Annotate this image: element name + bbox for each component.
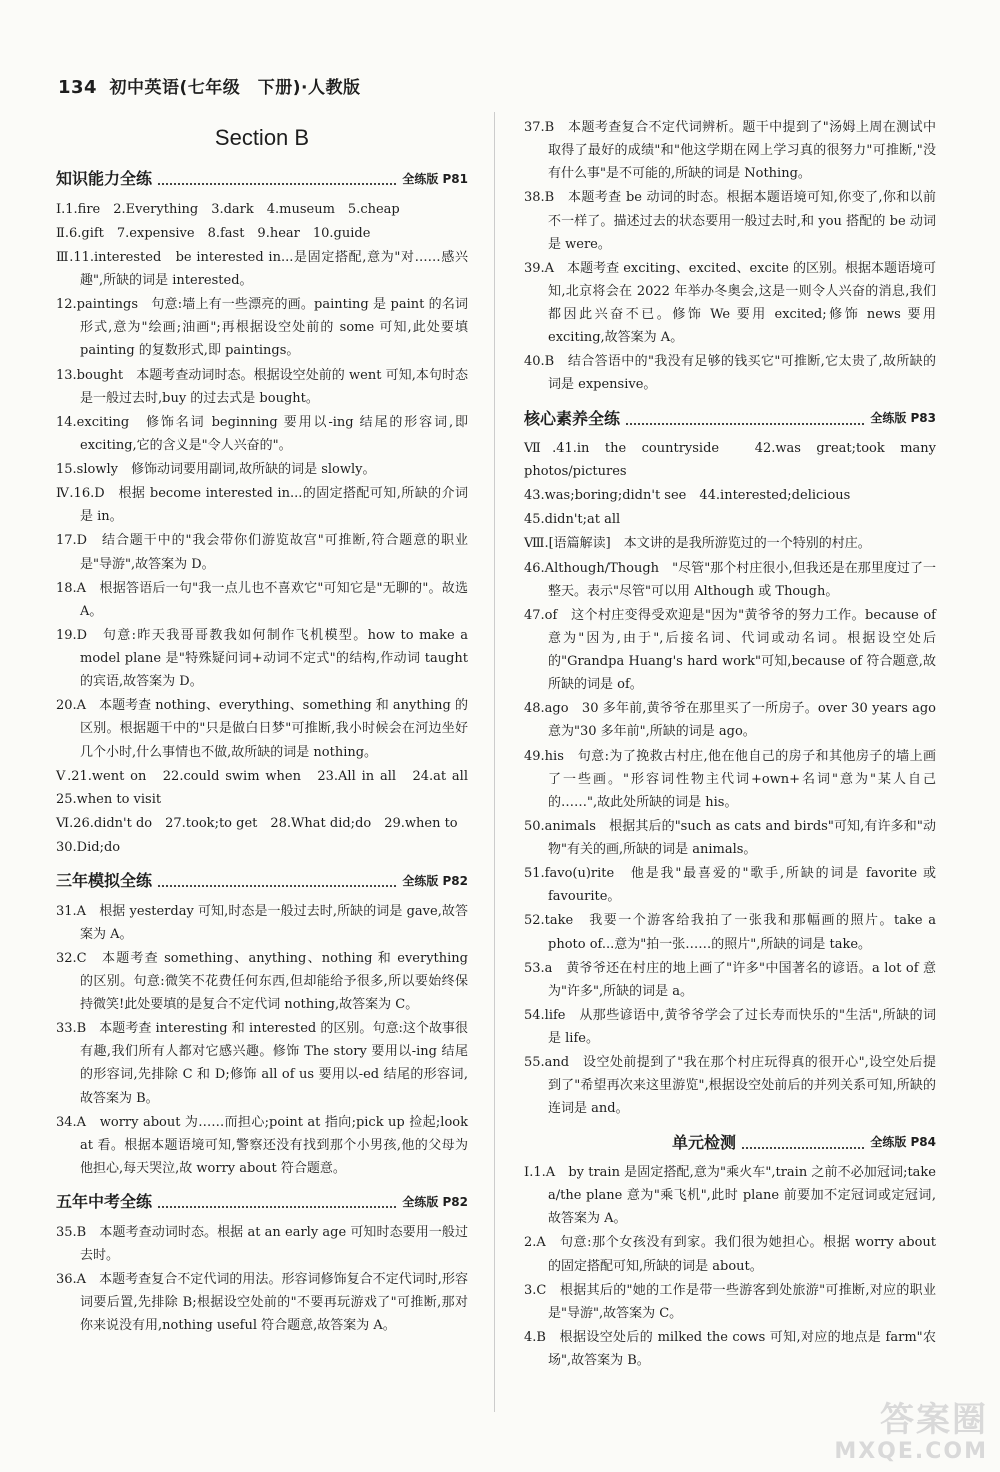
answer-item: 18.A 根据答语后一句"我一点儿也不喜欢它"可知它是"无聊的"。故选 A。 [56, 580, 468, 619]
page-reference: 全练版 P82 [402, 1194, 468, 1209]
page-reference: 全练版 P82 [402, 873, 468, 888]
answer-item: 32.C 本题考查 something、anything、nothing 和 everything 的区别。句意:微笑不花费任何东西,但却能给予很多,所以要始终保持微笑!此处要填的是复合不定代词 nothing,故答案为 C。 [56, 950, 468, 1013]
dotted-leader [626, 413, 864, 425]
answer-item: 46.Although/Though "尽管"那个村庄很小,但我还是在那里度过了一整天。表示"尽管"可以用 Although 或 Though。 [524, 560, 936, 599]
page-reference: 全练版 P83 [870, 411, 936, 426]
column-divider [494, 112, 495, 1412]
answer-item: 55.and 设空处前提到了"我在那个村庄玩得真的很开心",设空处后提到了"希望再次来这里游览",根据设空处前后的并列关系可知,所缺的连词是 and。 [524, 1055, 936, 1117]
answer-item: 12.paintings 句意:墙上有一些漂亮的画。painting 是 paint 的名词形式,意为"绘画;油画";再根据设空处前的 some 可知,此处要填 painting 的复数形式,即 paintings。 [56, 297, 468, 359]
answer-item: Ⅲ.11.interested be interested in...是固定搭配,意为"对……感兴趣",所缺的词是 interested。 [56, 249, 468, 288]
watermark [834, 1402, 988, 1464]
answer-item: 48.ago 30 多年前,黄爷爷在那里买了一所房子。over 30 years ago 意为"30 多年前",所缺的词是 ago。 [524, 701, 936, 740]
answer-item: 39.A 本题考查 exciting、excited、excite 的区别。根据本题语境可知,北京将会在 2022 年举办冬奥会,这是一则令人兴奋的消息,我们都因此兴奋不已。修饰 We 要用 excited;修饰 news 要用 exciting,故答案为 A。 [524, 260, 936, 346]
section-bar [56, 165, 468, 193]
section-heading: 核心素养全练 [524, 408, 621, 428]
answer-item: 19.D 句意:昨天我哥哥教我如何制作飞机模型。how to make a model plane 是"特殊疑问词+动词不定式"的结构,作动词 taught 的宾语,故答案为 D。 [56, 627, 468, 690]
answer-item: 35.B 本题考查动词时态。根据 at an early age 可知时态要用一般过去时。 [56, 1224, 468, 1263]
answer-item: 2.A 句意:那个女孩没有到家。我们很为她担心。根据 worry about 的固定搭配可知,所缺的词是 about。 [524, 1235, 936, 1274]
section-bar [524, 405, 936, 433]
answer-item: Ⅴ.21.went on 22.could swim when 23.All in all 24.at all 25.when to visit [56, 768, 482, 807]
answer-item: 33.B 本题考查 interesting 和 interested 的区别。句意:这个故事很有趣,我们所有人都对它感兴趣。修饰 The story 要用以-ing 结尾的形容词,先排除 C 和 D;修饰 all of us 要用以-ed 结尾的形容词,故答案为 B。 [56, 1021, 468, 1106]
answer-item: 49.his 句意:为了挽救古村庄,他在他自己的房子和其他房子的墙上画了一些画。"形容词性物主代词+own+名词"意为"某人自己的……",故此处所缺的词是 his。 [524, 748, 936, 810]
section-bar [524, 1129, 936, 1157]
answer-item: 14.exciting 修饰名词 beginning 要用以-ing 结尾的形容词,即 exciting,它的含义是"令人兴奋的"。 [56, 414, 468, 453]
page-reference: 全练版 P81 [402, 171, 468, 186]
answer-item: Ⅳ.16.D 根据 become interested in...的固定搭配可知,所缺的介词是 in。 [56, 486, 468, 525]
section-title: Section B [214, 125, 310, 150]
left-column [56, 112, 482, 1338]
section-heading: 三年模拟全练 [56, 871, 153, 891]
right-column [524, 116, 936, 1373]
answer-item: 50.animals 根据其后的"such as cats and birds"可知,有许多和"动物"有关的画,所缺的词是 animals。 [524, 818, 936, 858]
answer-item: 30.Did;do [56, 840, 121, 855]
section-heading: 知识能力全练 [56, 169, 153, 189]
answer-item: 31.A 根据 yesterday 可知,时态是一般过去时,所缺的词是 gave,故答案为 A。 [56, 903, 468, 942]
section-heading: 单元检测 [672, 1132, 737, 1152]
dotted-leader [742, 1137, 864, 1149]
page-header [58, 72, 361, 104]
dotted-leader [158, 1196, 396, 1208]
dotted-leader [158, 173, 396, 185]
answer-item: 54.life 从那些谚语中,黄爷爷学会了过长寿而快乐的"生活",所缺的词是 life。 [524, 1007, 936, 1047]
answer-item: 37.B 本题考查复合不定代词辨析。题干中提到了"汤姆上周在测试中取得了最好的成绩"和"他这学期在网上学习真的很努力"可推断,"没有什么事"是不可能的,所缺的词是 Nothing。 [524, 120, 936, 182]
answer-item: 40.B 结合答语中的"我没有足够的钱买它"可推断,它太贵了,故所缺的词是 expensive。 [524, 354, 936, 393]
answer-item: Ⅵ.26.didn't do 27.took;to get 28.What did;do 29.when to [56, 815, 458, 831]
answer-item: 36.A 本题考查复合不定代词的用法。形容词修饰复合不定代词时,形容词要后置,先排除 B;根据设空处前的"不要再玩游戏了"可推断,那对你来说没有用,nothing useful 符合题意,故答案为 A。 [56, 1271, 468, 1334]
answer-item: 47.of 这个村庄变得受欢迎是"因为"黄爷爷的努力工作。because of 意为"因为,由于",后接名词、代词或动名词。根据设空处后的"Grandpa Huang's hard work"可知,because of 符合题意,故所缺的词是 of。 [524, 607, 936, 693]
answer-item: 4.B 根据设空处后的 milked the cows 可知,对应的地点是 farm"农场",故答案为 B。 [524, 1329, 936, 1369]
page-reference: 全练版 P84 [870, 1135, 936, 1150]
answer-item: 34.A worry about 为……而担心;point at 指向;pick up 捡起;look at 看。根据本题语境可知,警察还没有找到那个小男孩,他的父母为他担心,每天哭泣,故 worry about 符合题意。 [56, 1114, 468, 1176]
answer-item: 38.B 本题考查 be 动词的时态。根据本题语境可知,你变了,你和以前不一样了。描述过去的状态要用一般过去时,和 you 搭配的 be 动词是 were。 [524, 190, 936, 252]
answer-item: Ⅱ.6.gift 7.expensive 8.fast 9.hear 10.guide [56, 225, 371, 241]
watermark-main: 答案圈 [880, 1400, 988, 1441]
page-number: 134 [58, 77, 98, 98]
answer-item: 20.A 本题考查 nothing、everything、something 和 anything 的区别。根据题干中的"只是做白日梦"可推断,我小时候会在河边坐好几个小时,什么事情也不做,故所缺的词是 nothing。 [56, 698, 468, 760]
dotted-leader [158, 875, 396, 887]
section-heading: 五年中考全练 [56, 1192, 153, 1212]
answer-item: 15.slowly 修饰动词要用副词,故所缺的词是 slowly。 [56, 462, 376, 477]
answer-item: 52.take 我要一个游客给我拍了一张我和那幅画的照片。take a photo of...意为"拍一张……的照片",所缺的词是 take。 [524, 913, 936, 952]
answer-item: 3.C 根据其后的"她的工作是带一些游客到处旅游"可推断,对应的职业是"导游",故答案为 C。 [524, 1282, 936, 1321]
section-bar [56, 1188, 468, 1216]
answer-item: 43.was;boring;didn't see 44.interested;delicious [524, 488, 851, 504]
answer-item: 51.favo(u)rite 他是我"最喜爱的"歌手,所缺的词是 favorite 或 favourite。 [524, 866, 936, 905]
watermark-sub: MXQE.COM [834, 1438, 988, 1464]
answer-item: Ⅶ.41.in the countryside 42.was great;took many photos/pictures [524, 440, 936, 480]
answer-item: Ⅰ.1.A by train 是固定搭配,意为"乘火车",train 之前不必加冠词;take a/the plane 意为"乘飞机",此时 plane 前要加不定冠词或定冠词,故答案为 A。 [524, 1165, 936, 1227]
answer-item: Ⅷ.[语篇解读] 本文讲的是我所游览过的一个特别的村庄。 [524, 536, 871, 552]
answer-item: 13.bought 本题考查动词时态。根据设空处前的 went 可知,本句时态是一般过去时,buy 的过去式是 bought。 [56, 367, 468, 406]
book-title: 初中英语(七年级 下册)·人教版 [109, 78, 361, 98]
answer-item: 53.a 黄爷爷还在村庄的地上画了"许多"中国著名的谚语。a lot of 意为"许多",所缺的词是 a。 [524, 960, 936, 999]
section-bar [56, 867, 468, 895]
answer-item: 17.D 结合题干中的"我会带你们游览故宫"可推断,符合题意的职业是"导游",故答案为 D。 [56, 533, 468, 572]
answer-item: 45.didn't;at all [524, 512, 621, 528]
answer-item: Ⅰ.1.fire 2.Everything 3.dark 4.museum 5.cheap [56, 201, 400, 217]
